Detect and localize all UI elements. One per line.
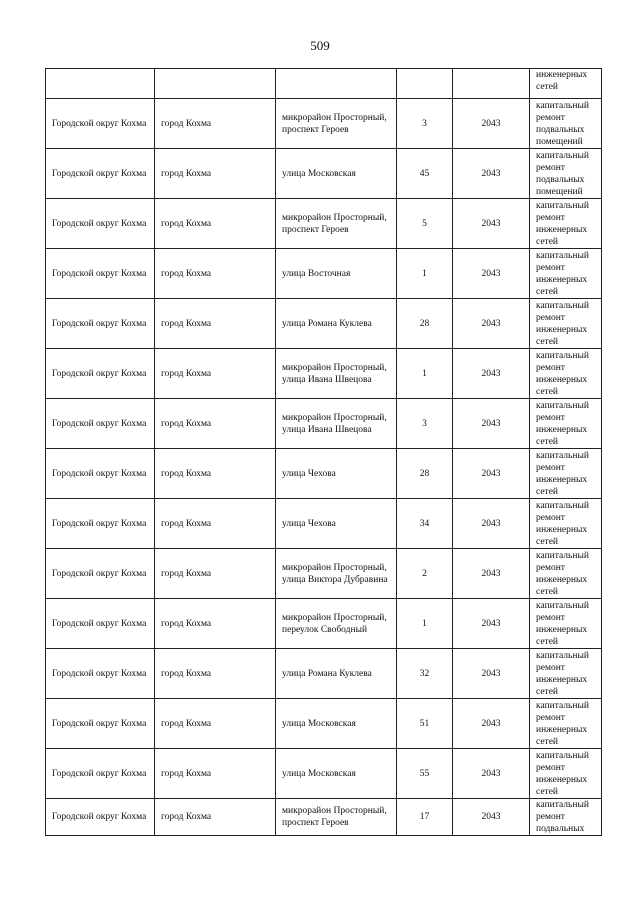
table-row: [46, 399, 602, 449]
table-row: [46, 199, 602, 249]
cell-house: 55: [397, 749, 453, 799]
cell-work-type: капитальный ремонт инженерных сетей: [530, 549, 602, 599]
cell-municipality: Городской округ Кохма: [46, 299, 155, 349]
cell-house: 45: [397, 149, 453, 199]
cell-work-type: капитальный ремонт инженерных сетей: [530, 399, 602, 449]
cell-street: улица Московская: [276, 749, 397, 799]
table-row: [46, 799, 602, 836]
cell-city: город Кохма: [155, 699, 276, 749]
cell-work-type: капитальный ремонт подвальных: [530, 799, 602, 836]
table-row: [46, 649, 602, 699]
cell-house: 1: [397, 349, 453, 399]
cell-street: улица Романа Куклева: [276, 299, 397, 349]
cell-city: город Кохма: [155, 799, 276, 836]
registry-table: [45, 68, 602, 836]
cell-year: 2043: [453, 199, 530, 249]
cell-municipality: Городской округ Кохма: [46, 399, 155, 449]
cell-street: улица Чехова: [276, 499, 397, 549]
cell-work-type: капитальный ремонт инженерных сетей: [530, 349, 602, 399]
cell-municipality: Городской округ Кохма: [46, 799, 155, 836]
cell-year: 2043: [453, 399, 530, 449]
cell-year: 2043: [453, 149, 530, 199]
table-row: [46, 249, 602, 299]
cell-work-type: капитальный ремонт инженерных сетей: [530, 649, 602, 699]
cell-year: 2043: [453, 249, 530, 299]
cell-year: 2043: [453, 349, 530, 399]
table-row: [46, 699, 602, 749]
table-row: [46, 599, 602, 649]
cell-work-type: капитальный ремонт инженерных сетей: [530, 299, 602, 349]
cell-house: 32: [397, 649, 453, 699]
cell-street: улица Московская: [276, 699, 397, 749]
cell-street: улица Восточная: [276, 249, 397, 299]
cell-city: город Кохма: [155, 149, 276, 199]
registry-table-body: [46, 69, 602, 836]
cell-city: город Кохма: [155, 249, 276, 299]
cell-house: 3: [397, 399, 453, 449]
cell-house: 28: [397, 299, 453, 349]
cell-municipality: Городской округ Кохма: [46, 149, 155, 199]
cell-city: город Кохма: [155, 599, 276, 649]
cell-city: город Кохма: [155, 499, 276, 549]
cell-city: город Кохма: [155, 549, 276, 599]
cell-house: 34: [397, 499, 453, 549]
cell-city: город Кохма: [155, 399, 276, 449]
cell-house: 3: [397, 99, 453, 149]
table-row: [46, 449, 602, 499]
cell-work-type: капитальный ремонт подвальных помещений: [530, 149, 602, 199]
cell-municipality: Городской округ Кохма: [46, 249, 155, 299]
cell-municipality: Городской округ Кохма: [46, 199, 155, 249]
cell-year: 2043: [453, 99, 530, 149]
cell-city: [155, 69, 276, 99]
cell-year: 2043: [453, 649, 530, 699]
cell-work-type: капитальный ремонт инженерных сетей: [530, 499, 602, 549]
cell-municipality: Городской округ Кохма: [46, 699, 155, 749]
table-row: [46, 749, 602, 799]
table-row: [46, 99, 602, 149]
cell-street: микрорайон Просторный, переулок Свободный: [276, 599, 397, 649]
cell-house: 17: [397, 799, 453, 836]
cell-house: 1: [397, 599, 453, 649]
cell-year: 2043: [453, 749, 530, 799]
cell-municipality: [46, 69, 155, 99]
table-row: [46, 549, 602, 599]
cell-street: микрорайон Просторный, улица Ивана Швецова: [276, 399, 397, 449]
cell-house: 1: [397, 249, 453, 299]
cell-municipality: Городской округ Кохма: [46, 749, 155, 799]
cell-municipality: Городской округ Кохма: [46, 499, 155, 549]
cell-work-type: капитальный ремонт инженерных сетей: [530, 449, 602, 499]
cell-street: улица Московская: [276, 149, 397, 199]
cell-year: [453, 69, 530, 99]
cell-city: город Кохма: [155, 749, 276, 799]
cell-house: [397, 69, 453, 99]
cell-street: [276, 69, 397, 99]
cell-work-type: инженерных сетей: [530, 69, 602, 99]
cell-municipality: Городской округ Кохма: [46, 649, 155, 699]
cell-city: город Кохма: [155, 649, 276, 699]
table-row: [46, 349, 602, 399]
cell-city: город Кохма: [155, 99, 276, 149]
table-row-continuation: [46, 69, 602, 99]
cell-city: город Кохма: [155, 299, 276, 349]
cell-street: микрорайон Просторный, проспект Героев: [276, 99, 397, 149]
table-row: [46, 299, 602, 349]
cell-street: микрорайон Просторный, проспект Героев: [276, 799, 397, 836]
table-row: [46, 499, 602, 549]
cell-street: улица Чехова: [276, 449, 397, 499]
cell-work-type: капитальный ремонт инженерных сетей: [530, 249, 602, 299]
cell-city: город Кохма: [155, 199, 276, 249]
cell-work-type: капитальный ремонт инженерных сетей: [530, 599, 602, 649]
cell-year: 2043: [453, 299, 530, 349]
page-number: 509: [310, 38, 330, 53]
cell-year: 2043: [453, 799, 530, 836]
cell-street: микрорайон Просторный, улица Ивана Швецова: [276, 349, 397, 399]
table-row: [46, 149, 602, 199]
cell-street: микрорайон Просторный, проспект Героев: [276, 199, 397, 249]
cell-municipality: Городской округ Кохма: [46, 599, 155, 649]
cell-municipality: Городской округ Кохма: [46, 449, 155, 499]
cell-year: 2043: [453, 599, 530, 649]
cell-work-type: капитальный ремонт инженерных сетей: [530, 749, 602, 799]
cell-year: 2043: [453, 549, 530, 599]
cell-house: 5: [397, 199, 453, 249]
cell-city: город Кохма: [155, 449, 276, 499]
cell-municipality: Городской округ Кохма: [46, 549, 155, 599]
cell-city: город Кохма: [155, 349, 276, 399]
cell-work-type: капитальный ремонт инженерных сетей: [530, 199, 602, 249]
cell-house: 28: [397, 449, 453, 499]
cell-year: 2043: [453, 499, 530, 549]
cell-street: микрорайон Просторный, улица Виктора Дубравина: [276, 549, 397, 599]
cell-municipality: Городской округ Кохма: [46, 349, 155, 399]
cell-house: 2: [397, 549, 453, 599]
cell-work-type: капитальный ремонт инженерных сетей: [530, 699, 602, 749]
cell-municipality: Городской округ Кохма: [46, 99, 155, 149]
cell-house: 51: [397, 699, 453, 749]
cell-year: 2043: [453, 699, 530, 749]
cell-year: 2043: [453, 449, 530, 499]
cell-work-type: капитальный ремонт подвальных помещений: [530, 99, 602, 149]
cell-street: улица Романа Куклева: [276, 649, 397, 699]
